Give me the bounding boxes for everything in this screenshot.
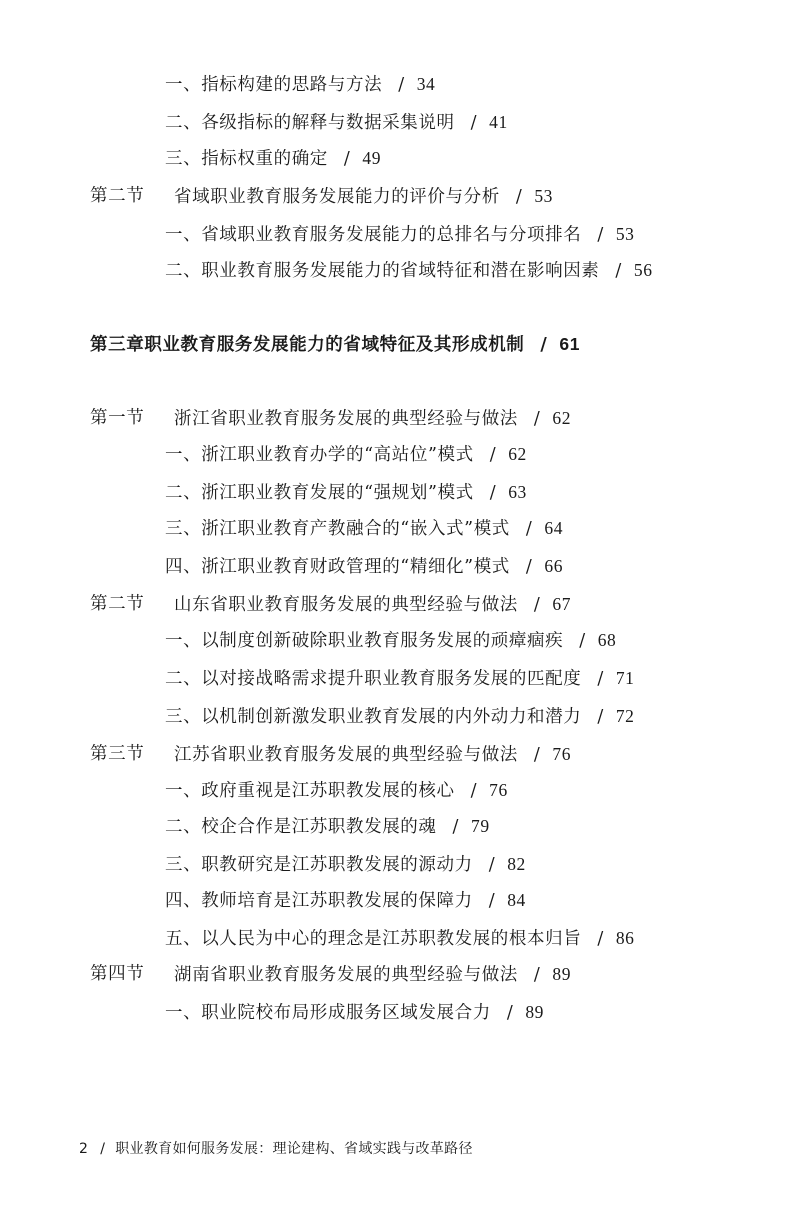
- footer-separator: /: [100, 1141, 106, 1157]
- toc-separator: /: [470, 781, 478, 801]
- toc-separator: /: [506, 1003, 514, 1023]
- toc-page-number: 67: [552, 594, 572, 614]
- section-title-line: [174, 406, 571, 431]
- toc-page-number: 68: [597, 630, 617, 650]
- toc-item-title: 四、教师培育是江苏职教发展的保障力: [165, 891, 473, 911]
- toc-item: [165, 888, 526, 913]
- toc-item: [165, 554, 563, 579]
- toc-separator: /: [597, 669, 604, 689]
- toc-item-title: 二、以对接战略需求提升职业教育服务发展的匹配度: [165, 669, 582, 689]
- toc-item: [165, 480, 527, 505]
- toc-separator: /: [533, 745, 541, 765]
- toc-item-title: 一、省域职业教育服务发展能力的总排名与分项排名: [165, 225, 582, 245]
- toc-separator: /: [515, 187, 523, 207]
- toc-item: [165, 1000, 544, 1025]
- toc-page-number: 84: [507, 890, 526, 910]
- section-number: 第二节: [90, 186, 145, 206]
- toc-item-title: 五、以人民为中心的理念是江苏职教发展的根本归旨: [165, 929, 582, 949]
- toc-page-number: 76: [552, 744, 572, 764]
- toc-item: [165, 852, 526, 877]
- section-number: 第二节: [90, 594, 145, 614]
- toc-page-number: 82: [507, 854, 526, 874]
- toc-page-number: 79: [471, 816, 490, 836]
- toc-item: [165, 110, 508, 135]
- toc-page-number: 41: [489, 112, 508, 132]
- toc-page-number: 89: [552, 964, 572, 984]
- toc-separator: /: [489, 445, 497, 465]
- toc-page-number: 62: [508, 444, 527, 464]
- toc-separator: /: [343, 149, 351, 169]
- toc-page-number: 71: [615, 668, 635, 688]
- toc-page-number: 66: [544, 556, 564, 576]
- section-title-line: [174, 184, 553, 209]
- section-number: 第三节: [90, 744, 145, 764]
- toc-item-title: 三、浙江职业教育产教融合的“嵌入式”模式: [165, 519, 510, 539]
- toc-separator: /: [615, 261, 622, 281]
- toc-item-title: 三、指标权重的确定: [165, 149, 328, 169]
- toc-title: 湖南省职业教育服务发展的典型经验与做法: [174, 965, 518, 985]
- toc-item: [165, 516, 563, 541]
- toc-separator: /: [579, 631, 586, 651]
- toc-item-title: 一、政府重视是江苏职教发展的核心: [165, 781, 455, 801]
- toc-page-number: 63: [508, 482, 527, 502]
- chapter-title-line: [144, 335, 580, 355]
- section-number: 第一节: [90, 408, 145, 428]
- toc-item-title: 四、浙江职业教育财政管理的“精细化”模式: [165, 557, 510, 577]
- toc-page-number: 34: [416, 74, 436, 94]
- toc-separator: /: [398, 75, 405, 95]
- toc-item: [165, 442, 527, 467]
- toc-item-title: 二、校企合作是江苏职教发展的魂: [165, 817, 437, 837]
- toc-item: [165, 814, 490, 839]
- section-title-line: [174, 962, 571, 987]
- section-title-line: [174, 592, 571, 617]
- toc-item: [165, 222, 635, 247]
- toc-item: [165, 704, 635, 729]
- footer-book-title: 职业教育如何服务发展：理论建构、省域实践与改革路径: [115, 1141, 473, 1157]
- toc-separator: /: [533, 595, 541, 615]
- page-footer: [79, 1138, 473, 1158]
- toc-item-title: 一、浙江职业教育办学的“高站位”模式: [165, 445, 474, 465]
- toc-page-number: 61: [559, 334, 581, 354]
- toc-title: 浙江省职业教育服务发展的典型经验与做法: [174, 409, 518, 429]
- footer-page-number: 2: [79, 1141, 89, 1157]
- toc-title: 省域职业教育服务发展能力的评价与分析: [174, 187, 500, 207]
- toc-item: [165, 926, 635, 951]
- toc-item: [165, 778, 508, 803]
- toc-title: 山东省职业教育服务发展的典型经验与做法: [174, 595, 518, 615]
- toc-item: [165, 72, 435, 97]
- toc-separator: /: [452, 817, 459, 837]
- toc-page-number: 49: [362, 148, 382, 168]
- toc-item-title: 二、浙江职业教育发展的“强规划”模式: [165, 483, 474, 503]
- toc-separator: /: [488, 891, 496, 911]
- toc-separator: /: [597, 707, 604, 727]
- toc-item-title: 一、以制度创新破除职业教育服务发展的顽瘴痼疾: [165, 631, 564, 651]
- toc-page-number: 72: [615, 706, 635, 726]
- toc-page-number: 86: [615, 928, 635, 948]
- toc-separator: /: [597, 225, 604, 245]
- toc-item-title: 三、以机制创新激发职业教育发展的内外动力和潜力: [165, 707, 582, 727]
- toc-separator: /: [533, 965, 541, 985]
- toc-separator: /: [540, 335, 548, 355]
- section-number: 第四节: [90, 964, 145, 984]
- toc-item: [165, 258, 653, 283]
- toc-item-title: 二、各级指标的解释与数据采集说明: [165, 113, 455, 133]
- toc-separator: /: [488, 855, 496, 875]
- toc-page-number: 89: [525, 1002, 545, 1022]
- toc-page-number: 56: [633, 260, 653, 280]
- toc-separator: /: [525, 557, 533, 577]
- toc-item-title: 二、职业教育服务发展能力的省域特征和潜在影响因素: [165, 261, 600, 281]
- section-title-line: [174, 742, 571, 767]
- toc-item-title: 一、职业院校布局形成服务区域发展合力: [165, 1003, 491, 1023]
- toc-page-number: 53: [534, 186, 554, 206]
- toc-page-number: 53: [615, 224, 635, 244]
- toc-separator: /: [470, 113, 478, 133]
- toc-page-number: 64: [544, 518, 564, 538]
- toc-item: [165, 628, 616, 653]
- toc-item-title: 三、职教研究是江苏职教发展的源动力: [165, 855, 473, 875]
- toc-item: [165, 666, 635, 691]
- toc-separator: /: [525, 519, 533, 539]
- toc-item: [165, 146, 381, 171]
- toc-separator: /: [597, 929, 604, 949]
- toc-page-number: 76: [489, 780, 508, 800]
- chapter-number: 第三章: [90, 335, 145, 355]
- toc-page-number: 62: [552, 408, 572, 428]
- toc-title: 职业教育服务发展能力的省域特征及其形成机制: [144, 335, 525, 355]
- toc-chapter: [90, 332, 770, 357]
- toc-separator: /: [489, 483, 497, 503]
- toc-item-title: 一、指标构建的思路与方法: [165, 75, 383, 95]
- toc-separator: /: [533, 409, 541, 429]
- toc-title: 江苏省职业教育服务发展的典型经验与做法: [174, 745, 518, 765]
